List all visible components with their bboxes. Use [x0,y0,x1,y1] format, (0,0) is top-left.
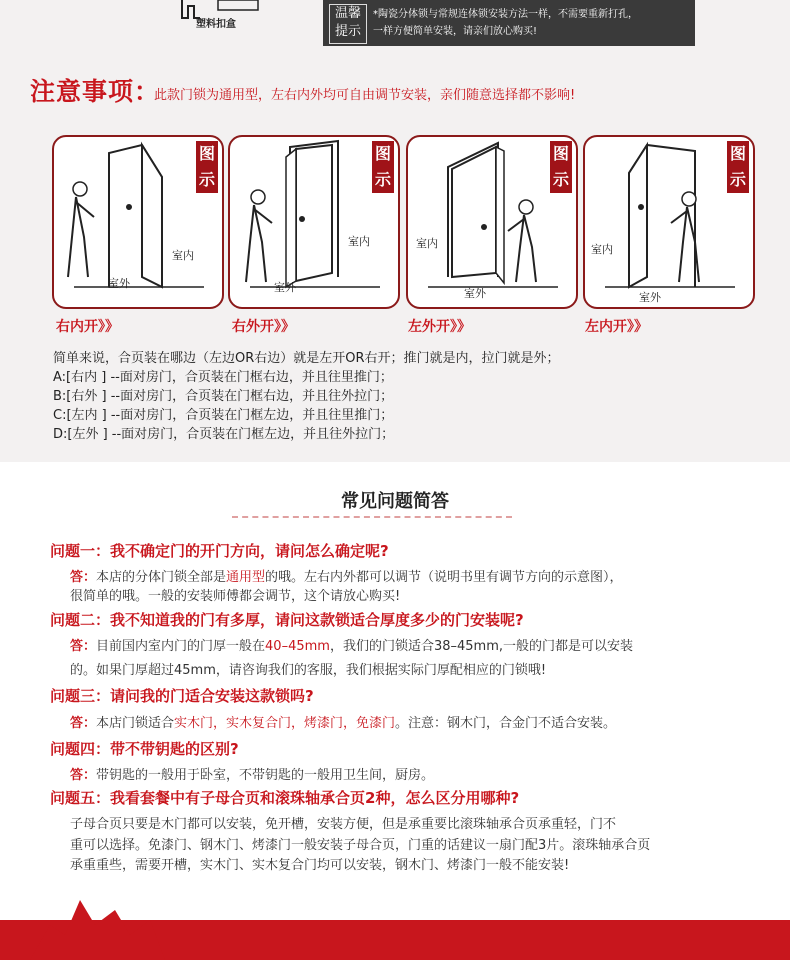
installation-section [0,0,790,462]
door-panel-right-inward [52,135,224,309]
inside-label: 室内 [172,249,194,262]
question-2: 问题二：我不知道我的门有多厚，请问这款锁适合厚度多少的门安装呢? [50,611,524,629]
warm-hint-tag: 温馨 提示 [329,4,367,44]
faq-title: 常见问题简答 [341,491,449,512]
caption-right-outward: 右外开》》 [232,319,295,335]
answer-5-line-1: 子母合页只要是木门都可以安装，免开槽，安装方便，但是承重要比滚珠轴承合页承重轻，门不 [70,817,617,832]
illustration-tag: 图 示 [196,141,218,193]
illustration-tag: 图 示 [727,141,749,193]
summary-line: B:[右外 ] --面对房门，合页装在门框右边，并且往外拉门； [53,389,394,404]
notice-title: 注意事项： [30,77,161,106]
door-panel-right-outward [228,135,400,309]
plastic-box-label: 塑料扣盒 [196,19,236,30]
faq-divider [232,516,512,518]
summary-line: C:[左内 ] --面对房门，合页装在门框左边，并且往里推门； [53,408,394,423]
answer-1-line-2: 很简单的哦。一般的安装师傅都会调节，这个请放心购买! [70,589,401,604]
outside-label: 室外 [274,281,296,294]
summary-line: A:[右内 ] --面对房门，合页装在门框右边，并且往里推门； [53,370,393,385]
question-4: 问题四：带不带钥匙的区别? [50,740,239,758]
caption-left-outward: 左外开》》 [408,319,471,335]
outside-label: 室外 [464,287,486,300]
caption-left-inward: 左内开》》 [585,319,648,335]
warm-hint-text: *陶瓷分体锁与常规连体锁安装方法一样，不需要重新打孔， 一样方便简单安装，请亲们放心购买! [373,9,638,37]
door-panel-left-inward [583,135,755,309]
inside-label: 室内 [416,237,438,250]
question-3: 问题三：请问我的门适合安装这款锁吗? [50,687,314,705]
answer-2: 答：目前国内室内门的门厚一般在40–45mm，我们的门锁适合38–45mm,一般的门都是可以安装 [70,639,633,654]
starburst-decoration [20,895,170,960]
question-5: 问题五：我看套餐中有子母合页和滚珠轴承合页2种，怎么区分用哪种? [50,789,520,807]
illustration-tag: 图 示 [372,141,394,193]
inside-label: 室内 [348,235,370,248]
summary-block [53,349,560,444]
warm-hint-box [323,0,695,46]
answer-1: 答：本店的分体门锁全部是通用型的哦。左右内外都可以调节（说明书里有调节方向的示意图）， [70,570,623,585]
summary-line: 简单来说，合页装在哪边（左边OR右边）就是左开OR右开；推门就是内，拉门就是外； [53,351,560,366]
inside-label: 室内 [591,243,613,256]
outside-label: 室外 [639,291,661,304]
summary-line: D:[左外 ] --面对房门，合页装在门框左边，并且往外拉门； [53,427,395,442]
notice-text: 此款门锁为通用型，左右内外均可自由调节安装，亲们随意选择都不影响! [154,88,576,103]
answer-4: 答：带钥匙的一般用于卧室，不带钥匙的一般用卫生间，厨房。 [70,768,435,783]
door-panel-left-outward [406,135,578,309]
caption-right-inward: 右内开》》 [56,319,119,335]
answer-5-line-2: 重可以选择。免漆门、钢木门、烤漆门一般安装子母合页，门重的话建议一扇门配3片。滚珠轴承合页 [70,838,651,853]
answer-5-line-3: 承重重些，需要开槽，实木门、实木复合门均可以安装，钢木门、烤漆门一般不能安装! [70,858,570,873]
answer-2-line-2: 的。如果门厚超过45mm，请咨询我们的客服，我们根据实际门厚配相应的门锁哦! [70,663,547,678]
answer-3: 答：本店门锁适合实木门，实木复合门，烤漆门，免漆门。注意：钢木门，合金门不适合安装。 [70,716,617,731]
illustration-tag: 图 示 [550,141,572,193]
question-1: 问题一：我不确定门的开门方向，请问怎么确定呢? [50,542,389,560]
outside-label: 室外 [108,277,130,290]
